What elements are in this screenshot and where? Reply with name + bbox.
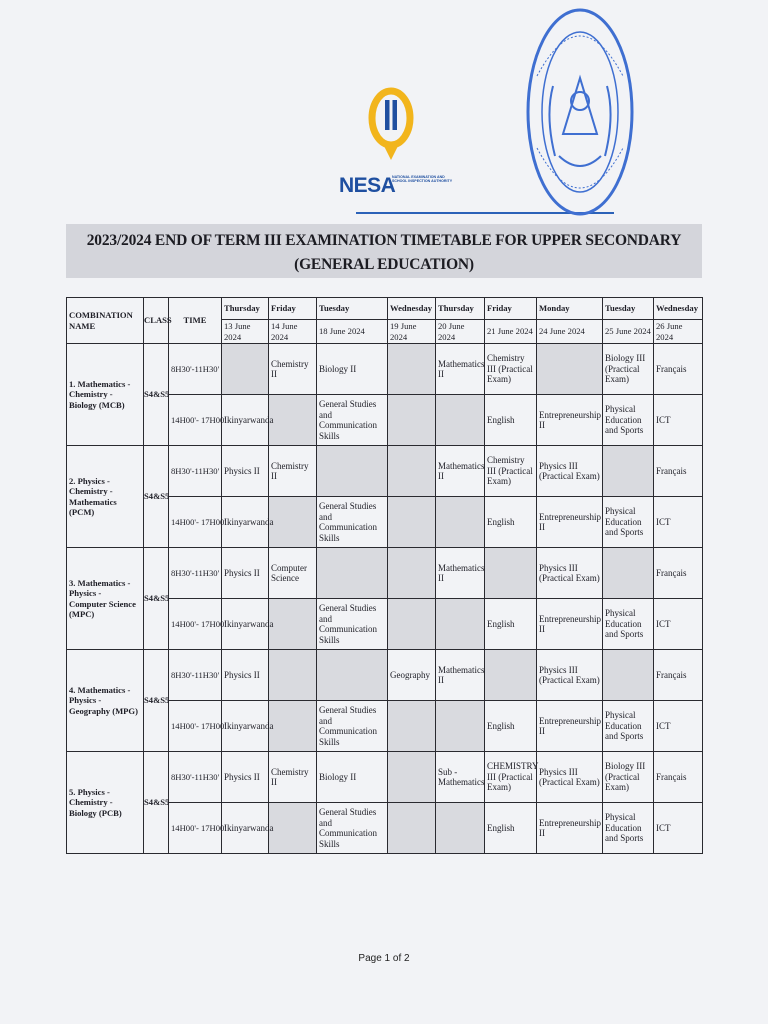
- subject-cell: [388, 752, 436, 803]
- header-date: 26 June 2024: [654, 320, 703, 344]
- subject-cell: Mathematics II: [436, 548, 485, 599]
- time-cell: 8H30'-11H30': [169, 446, 222, 497]
- subject-cell: Entrepreneurship II: [537, 803, 603, 854]
- subject-cell: English: [485, 599, 537, 650]
- subject-cell: [317, 650, 388, 701]
- header-day: Tuesday: [603, 298, 654, 320]
- subject-cell: Chemistry II: [269, 752, 317, 803]
- subject-cell: Biology II: [317, 752, 388, 803]
- subject-cell: Entrepreneurship II: [537, 599, 603, 650]
- subject-cell: English: [485, 701, 537, 752]
- combination-name: 4. Mathematics - Physics - Geography (MPG): [67, 650, 144, 752]
- page-number: Page 1 of 2: [358, 953, 410, 964]
- subject-cell: Mathematics II: [436, 650, 485, 701]
- header-day: Tuesday: [317, 298, 388, 320]
- subject-cell: [317, 446, 388, 497]
- header-date: 21 June 2024: [485, 320, 537, 344]
- subject-cell: [436, 395, 485, 446]
- subject-cell: Physics II: [222, 548, 269, 599]
- subject-cell: Français: [654, 344, 703, 395]
- document-title: 2023/2024 END OF TERM III EXAMINATION TIMETABLE FOR UPPER SECONDARY: [86, 232, 682, 249]
- nesa-logo: [336, 88, 456, 198]
- subject-cell: Ikinyarwanda: [222, 701, 269, 752]
- subject-cell: English: [485, 395, 537, 446]
- table-row: [67, 548, 703, 599]
- time-cell: 8H30'-11H30': [169, 548, 222, 599]
- header-date: 25 June 2024: [603, 320, 654, 344]
- subject-cell: General Studies and Communication Skills: [317, 701, 388, 752]
- logo-subtitle: NATIONAL EXAMINATION AND SCHOOL INSPECTION AUTHORITY: [392, 175, 453, 184]
- subject-cell: Physics III (Practical Exam): [537, 752, 603, 803]
- header-class: CLASS: [144, 298, 169, 344]
- subject-cell: [537, 344, 603, 395]
- subject-cell: Chemistry II: [269, 344, 317, 395]
- subject-cell: Chemistry III (Practical Exam): [485, 446, 537, 497]
- subject-cell: [269, 497, 317, 548]
- subject-cell: [603, 650, 654, 701]
- subject-cell: Physical Education and Sports: [603, 803, 654, 854]
- combination-name: 3. Mathematics - Physics - Computer Science (MPC): [67, 548, 144, 650]
- time-cell: 14H00'- 17H00': [169, 701, 222, 752]
- subject-cell: General Studies and Communication Skills: [317, 497, 388, 548]
- header-date: 19 June 2024: [388, 320, 436, 344]
- subject-cell: Physical Education and Sports: [603, 701, 654, 752]
- subject-cell: [269, 395, 317, 446]
- subject-cell: Ikinyarwanda: [222, 497, 269, 548]
- header-day: Monday: [537, 298, 603, 320]
- header-day: Friday: [485, 298, 537, 320]
- time-cell: 14H00'- 17H00': [169, 395, 222, 446]
- header-date: 14 June 2024: [269, 320, 317, 344]
- time-cell: 8H30'-11H30': [169, 344, 222, 395]
- table-row: [67, 752, 703, 803]
- subject-cell: Entrepreneurship II: [537, 497, 603, 548]
- class-cell: S4&S5: [144, 548, 169, 650]
- subject-cell: General Studies and Communication Skills: [317, 803, 388, 854]
- exam-timetable: [66, 297, 703, 854]
- subject-cell: Physics II: [222, 650, 269, 701]
- class-cell: S4&S5: [144, 344, 169, 446]
- time-cell: 14H00'- 17H00': [169, 599, 222, 650]
- subject-cell: English: [485, 497, 537, 548]
- time-cell: 14H00'- 17H00': [169, 497, 222, 548]
- subject-cell: Entrepreneurship II: [537, 395, 603, 446]
- subject-cell: Physical Education and Sports: [603, 395, 654, 446]
- subject-cell: [269, 650, 317, 701]
- header-day: Wednesday: [388, 298, 436, 320]
- subject-cell: [388, 599, 436, 650]
- subject-cell: [388, 701, 436, 752]
- header-day: Thursday: [436, 298, 485, 320]
- stamp-seal-icon: [525, 6, 635, 218]
- subject-cell: Entrepreneurship II: [537, 701, 603, 752]
- subject-cell: General Studies and Communication Skills: [317, 599, 388, 650]
- subject-cell: CHEMISTRY III (Practical Exam): [485, 752, 537, 803]
- subject-cell: [269, 599, 317, 650]
- header-time: TIME: [169, 298, 222, 344]
- subject-cell: Geography: [388, 650, 436, 701]
- subject-cell: [436, 599, 485, 650]
- subject-cell: [603, 548, 654, 599]
- time-cell: 8H30'-11H30': [169, 752, 222, 803]
- subject-cell: Physics III (Practical Exam): [537, 548, 603, 599]
- subject-cell: Sub - Mathematics: [436, 752, 485, 803]
- header-date: 20 June 2024: [436, 320, 485, 344]
- subject-cell: Physics III (Practical Exam): [537, 650, 603, 701]
- subject-cell: Chemistry II: [269, 446, 317, 497]
- time-cell: 14H00'- 17H00': [169, 803, 222, 854]
- subject-cell: Ikinyarwanda: [222, 803, 269, 854]
- subject-cell: [222, 344, 269, 395]
- header-day: Thursday: [222, 298, 269, 320]
- class-cell: S4&S5: [144, 446, 169, 548]
- subject-cell: Physical Education and Sports: [603, 599, 654, 650]
- subject-cell: [388, 446, 436, 497]
- subject-cell: Français: [654, 548, 703, 599]
- table-row: [67, 446, 703, 497]
- subject-cell: Physics II: [222, 752, 269, 803]
- subject-cell: Biology III (Practical Exam): [603, 344, 654, 395]
- header-day: Friday: [269, 298, 317, 320]
- combination-name: 2. Physics - Chemistry - Mathematics (PCM): [67, 446, 144, 548]
- subject-cell: [317, 548, 388, 599]
- combination-name: 1. Mathematics - Chemistry - Biology (MCB): [67, 344, 144, 446]
- subject-cell: [485, 548, 537, 599]
- logo-wordmark: NESA: [339, 174, 396, 197]
- subject-cell: Français: [654, 446, 703, 497]
- subject-cell: English: [485, 803, 537, 854]
- subject-cell: ICT: [654, 497, 703, 548]
- class-cell: S4&S5: [144, 752, 169, 854]
- subject-cell: [436, 497, 485, 548]
- table-row: [67, 650, 703, 701]
- subject-cell: [388, 497, 436, 548]
- subject-cell: Mathematics II: [436, 446, 485, 497]
- subject-cell: ICT: [654, 803, 703, 854]
- subject-cell: Computer Science: [269, 548, 317, 599]
- subject-cell: Physics III (Practical Exam): [537, 446, 603, 497]
- official-stamp: [525, 6, 635, 218]
- class-cell: S4&S5: [144, 650, 169, 752]
- subject-cell: [485, 650, 537, 701]
- subject-cell: ICT: [654, 599, 703, 650]
- document-subtitle: (GENERAL EDUCATION): [294, 256, 474, 273]
- subject-cell: Ikinyarwanda: [222, 599, 269, 650]
- subject-cell: Mathematics II: [436, 344, 485, 395]
- time-cell: 8H30'-11H30': [169, 650, 222, 701]
- subject-cell: [436, 803, 485, 854]
- subject-cell: [269, 701, 317, 752]
- subject-cell: [603, 446, 654, 497]
- title-band: [66, 224, 702, 278]
- header-date: 13 June 2024: [222, 320, 269, 344]
- nesa-emblem-icon: [336, 88, 456, 174]
- subject-cell: [388, 548, 436, 599]
- subject-cell: Physics II: [222, 446, 269, 497]
- header-date: 24 June 2024: [537, 320, 603, 344]
- table-row: [67, 344, 703, 395]
- subject-cell: Français: [654, 650, 703, 701]
- subject-cell: [436, 701, 485, 752]
- subject-cell: General Studies and Communication Skills: [317, 395, 388, 446]
- subject-cell: Français: [654, 752, 703, 803]
- subject-cell: ICT: [654, 701, 703, 752]
- subject-cell: [388, 344, 436, 395]
- header-day: Wednesday: [654, 298, 703, 320]
- subject-cell: Chemistry III (Practical Exam): [485, 344, 537, 395]
- subject-cell: ICT: [654, 395, 703, 446]
- subject-cell: [269, 803, 317, 854]
- subject-cell: Biology III (Practical Exam): [603, 752, 654, 803]
- header-combination: COMBINATION NAME: [67, 298, 144, 344]
- subject-cell: [388, 803, 436, 854]
- subject-cell: [388, 395, 436, 446]
- header-date: 18 June 2024: [317, 320, 388, 344]
- subject-cell: Ikinyarwanda: [222, 395, 269, 446]
- subject-cell: Biology II: [317, 344, 388, 395]
- combination-name: 5. Physics - Chemistry - Biology (PCB): [67, 752, 144, 854]
- subject-cell: Physical Education and Sports: [603, 497, 654, 548]
- header-row-days: [67, 298, 703, 320]
